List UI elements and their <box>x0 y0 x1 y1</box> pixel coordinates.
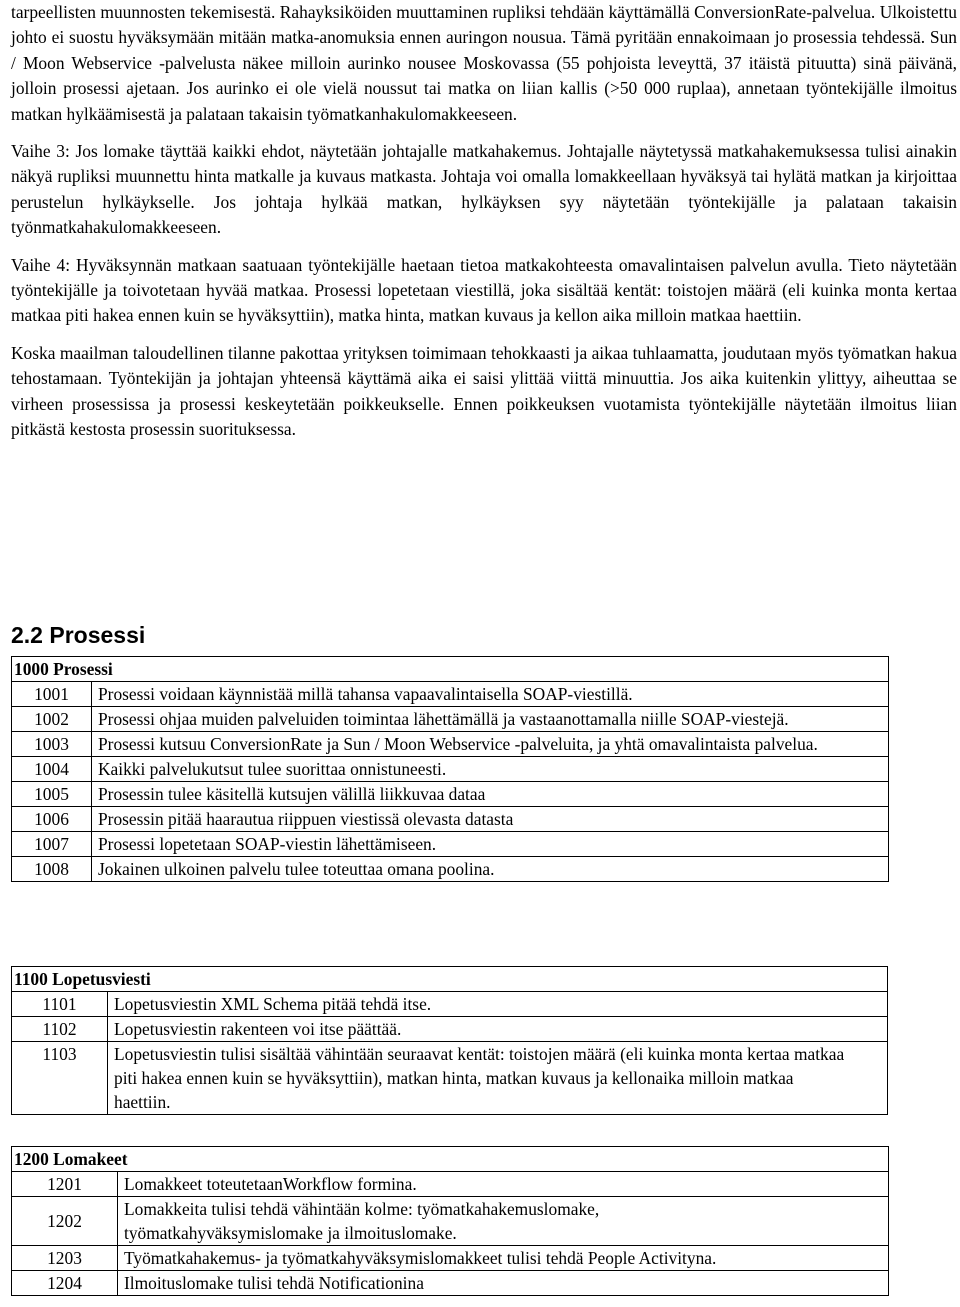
requirement-text: Työmatkahakemus- ja työmatkahyväksymislomakkeet tulisi tehdä People Activityna. <box>118 1246 889 1271</box>
requirement-text: Prosessin tulee käsitellä kutsujen välillä liikkuvaa dataa <box>92 782 889 807</box>
table-row <box>12 832 889 857</box>
table-row <box>12 732 889 757</box>
table-row <box>12 707 889 732</box>
section-heading: 2.2 Prosessi <box>11 622 146 648</box>
paragraph-intro: tarpeellisten muunnosten tekemisestä. Rahayksiköiden muuttaminen rupliksi tehdään käyttämällä ConversionRate-palvelua. Ulkoistettu johto ei suostu hyväksymään mitään matka-anomuksia ennen auringon nousua. Tämä pyritään ennakoimaan jo prosessia tehdessä. Sun / Moon Webservice -palvelusta näkee milloin aurinko nousee Moskovassa (55 pohjoista leveyttä, 37 itäistä pituutta) sinä päivänä, jolloin prosessi ajetaan. Jos aurinko ei ole vielä noussut tai matka on liian kallis (>50 000 ruplaa), annetaan työntekijälle ilmoitus matkan hylkäämisestä ja palataan takaisin työmatkanhakulomakkeeseen. <box>11 2 957 124</box>
table-row <box>12 757 889 782</box>
table-row <box>12 1271 889 1296</box>
requirement-id: 1007 <box>12 832 92 857</box>
requirement-id: 1103 <box>12 1042 108 1115</box>
requirement-id: 1008 <box>12 857 92 882</box>
requirement-text: Prosessi ohjaa muiden palveluiden toimintaa lähettämällä ja vastaanottamalla niille SOAP-viestejä. <box>92 707 889 732</box>
requirement-id: 1002 <box>12 707 92 732</box>
document-page <box>11 0 957 1293</box>
requirement-text: Kaikki palvelukutsut tulee suorittaa onnistuneesti. <box>92 757 889 782</box>
requirement-text: Prosessi kutsuu ConversionRate ja Sun / Moon Webservice -palveluita, ja yhtä omavalintaista palvelua. <box>92 732 889 757</box>
table-row <box>12 857 889 882</box>
requirement-text: Lopetusviestin tulisi sisältää vähintään seuraavat kentät: toistojen määrä (eli kuinka monta kertaa matkaa piti hakea ennen kuin se hyväksyttiin), matkan hinta, matkan kuvaus ja kellonaika milloin matkaa haettiin. <box>108 1042 888 1115</box>
requirement-id: 1201 <box>12 1172 118 1197</box>
requirements-table-1200 <box>11 1146 889 1296</box>
requirement-id: 1006 <box>12 807 92 832</box>
requirement-text: Ilmoituslomake tulisi tehdä Notificationina <box>118 1271 889 1296</box>
paragraph-vaihe-3: Vaihe 3: Jos lomake täyttää kaikki ehdot, näytetään johtajalle matkahakemus. Johtajalle näytetyssä matkahakemuksessa tulisi ainakin näkyä rupliksi muunnettu hinta matkalle ja kuvaus matkasta. Johtaja voi omalla lomakkeellaan hyväksyä tai hylätä matkan ja kirjoittaa perustelun hylkäykselle. Jos johtaja hylkää matkan, hylkäyksen syy näytetään työntekijälle ja palataan takaisin työnmatkahakulomakkeeseen. <box>11 141 957 238</box>
requirements-table-1000 <box>11 656 889 882</box>
table-row <box>12 1246 889 1271</box>
requirement-text: Lopetusviestin XML Schema pitää tehdä itse. <box>108 992 888 1017</box>
requirement-id: 1003 <box>12 732 92 757</box>
requirement-text: Prosessin pitää haarautua riippuen viestissä olevasta datasta <box>92 807 889 832</box>
requirement-text: Lopetusviestin rakenteen voi itse päättää. <box>108 1017 888 1042</box>
table-header: 1100 Lopetusviesti <box>12 967 888 992</box>
requirement-id: 1005 <box>12 782 92 807</box>
table-row <box>12 782 889 807</box>
table-row <box>12 1197 889 1246</box>
requirement-id: 1202 <box>12 1197 118 1246</box>
requirement-id: 1102 <box>12 1017 108 1042</box>
requirement-id: 1203 <box>12 1246 118 1271</box>
requirement-text: Jokainen ulkoinen palvelu tulee toteuttaa omana poolina. <box>92 857 889 882</box>
table-row <box>12 1042 888 1115</box>
table-header-row <box>12 967 888 992</box>
table-header: 1000 Prosessi <box>12 657 889 682</box>
table-row <box>12 807 889 832</box>
table-row <box>12 1017 888 1042</box>
table-header: 1200 Lomakeet <box>12 1147 889 1172</box>
requirement-text: Lomakkeet toteutetaanWorkflow formina. <box>118 1172 889 1197</box>
table-row <box>12 992 888 1017</box>
table-row <box>12 682 889 707</box>
requirement-text: Lomakkeita tulisi tehdä vähintään kolme: työmatkahakemuslomake, työmatkahyväksymislomake ja ilmoituslomake. <box>118 1197 889 1246</box>
requirement-id: 1001 <box>12 682 92 707</box>
table-header-row <box>12 1147 889 1172</box>
table-row <box>12 1172 889 1197</box>
table-header-row <box>12 657 889 682</box>
paragraph-vaihe-4: Vaihe 4: Hyväksynnän matkaan saatuaan työntekijälle haetaan tietoa matkakohteesta omavalintaisen palvelun avulla. Tieto näytetään työntekijälle ja toivotetaan hyvää matkaa. Prosessi lopetetaan viestillä, joka sisältää kentät: toistojen määrä (eli kuinka monta kertaa matkaa piti hakea ennen kuin se hyväksyttiin), matka hinta, matkan kuvaus ja kellon aika milloin matkaa haettiin. <box>11 254 957 326</box>
requirements-table-1100 <box>11 966 888 1115</box>
requirement-text: Prosessi voidaan käynnistää millä tahansa vapaavalintaisella SOAP-viestillä. <box>92 682 889 707</box>
requirement-id: 1101 <box>12 992 108 1017</box>
requirement-id: 1204 <box>12 1271 118 1296</box>
paragraph-time-limit: Koska maailman taloudellinen tilanne pakottaa yrityksen toimimaan tehokkaasti ja aikaa tuhlaamatta, joudutaan myös työmatkan hakua tehostamaan. Työntekijän ja johtajan yhteensä käyttämä aika ei saisi ylittää viittä minuuttia. Jos aika kuitenkin ylittyy, aiheuttaa se virheen prosessissa ja prosessi keskeytetään poikkeukselle. Ennen poikkeuksen vuotamista työntekijälle näytetään ilmoitus liian pitkästä kestosta prosessin suorituksessa. <box>11 342 957 440</box>
requirement-id: 1004 <box>12 757 92 782</box>
requirement-text: Prosessi lopetetaan SOAP-viestin lähettämiseen. <box>92 832 889 857</box>
